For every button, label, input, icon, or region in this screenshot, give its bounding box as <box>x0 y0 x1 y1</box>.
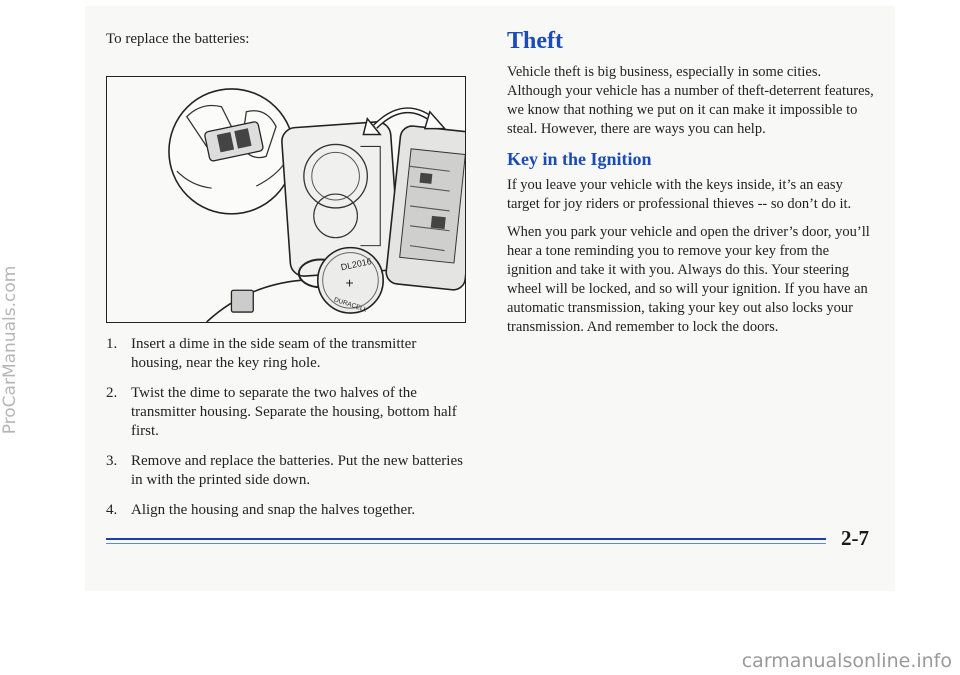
subsection-title: Key in the Ignition <box>507 149 652 169</box>
ignition-paragraph-1: If you leave your vehicle with the keys inside, it’s an easy target for joy riders or professional thieves -- so don’t do it. <box>507 177 852 212</box>
side-watermark-text: ProCarManuals.com <box>0 265 20 435</box>
transmitter-illustration <box>106 76 466 323</box>
battery-model-label: DL2016 <box>339 256 373 273</box>
step-number: 2. <box>106 385 118 401</box>
magnified-detail <box>169 89 294 214</box>
step-item <box>106 501 471 520</box>
step-item <box>106 384 471 441</box>
step-number: 4. <box>106 502 118 518</box>
steps-list <box>106 335 471 531</box>
step-number: 1. <box>106 336 118 352</box>
battery-plus-label: + <box>345 274 354 291</box>
footer-rule-thin <box>106 543 826 544</box>
battery-icon <box>318 248 383 314</box>
page-number: 2-7 <box>841 526 869 550</box>
battery-brand-label: DURACELL <box>332 296 368 314</box>
step-text: Remove and replace the batteries. Put the new batteries in with the printed side down. <box>131 453 463 488</box>
step-item <box>106 335 471 373</box>
bottom-watermark: carmanualsonline.info <box>741 650 952 672</box>
step-text: Insert a dime in the side seam of the transmitter housing, near the key ring hole. <box>131 336 417 371</box>
section-title: Theft <box>507 28 563 54</box>
step-text: Align the housing and snap the halves together. <box>131 502 416 518</box>
step-number: 3. <box>106 453 118 469</box>
step-item <box>106 452 471 490</box>
intro-paragraph: Vehicle theft is big business, especially in some cities. Although your vehicle has a number of theft-deterrent features, we know that nothing we put on it can make it impossible to steal. However, there are ways you can help. <box>507 64 874 137</box>
step-text: Twist the dime to separate the two halves of the transmitter housing. Separate the housing, bottom half first. <box>131 385 457 439</box>
battery-replacement-heading: To replace the batteries: <box>106 31 250 47</box>
footer-rule <box>106 538 826 540</box>
housing-top-half-circuit <box>385 125 465 291</box>
theft-section <box>507 28 877 346</box>
ignition-paragraph-2: When you park your vehicle and open the driver’s door, you’ll hear a tone reminding you to remove your key from the ignition and take it with you. Always do this. Your steering wheel will be locked, and so will your ignition. If you have an automatic transmission, taking your key out also locks your transmission. And remember to lock the doors. <box>507 224 870 335</box>
